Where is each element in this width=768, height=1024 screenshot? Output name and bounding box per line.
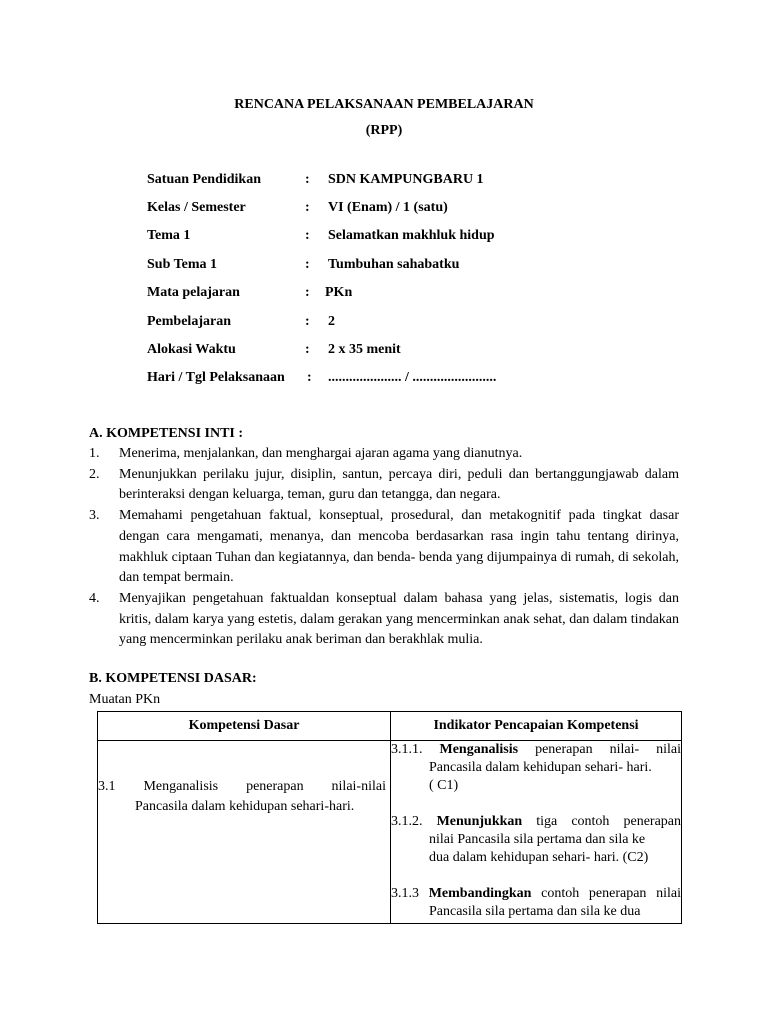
identity-value: Selamatkan makhluk hidup <box>328 228 495 243</box>
indicator-text: tiga contoh penerapan <box>536 814 682 829</box>
list-item <box>89 506 679 589</box>
indicator-text: penerapan nilai- nilai <box>535 742 682 757</box>
document-title: RENCANA PELAKSANAAN PEMBELAJARAN <box>234 97 534 112</box>
identity-value: 2 <box>328 314 335 329</box>
identity-colon: : <box>305 172 310 187</box>
identity-value: ..................... / ........................ <box>328 370 497 385</box>
identity-value: 2 x 35 menit <box>328 342 401 357</box>
identity-label: Tema 1 <box>147 228 191 243</box>
indicator-line: dua dalam kehidupan sehari- hari. (C2) <box>429 850 649 865</box>
indicator-item <box>391 813 681 867</box>
identity-label: Mata pelajaran <box>147 285 240 300</box>
indicator-item <box>391 885 681 921</box>
identity-label: Kelas / Semester <box>147 200 246 215</box>
section-b-heading: B. KOMPETENSI DASAR: <box>89 671 257 686</box>
kd-word: Menganalisis <box>143 779 219 794</box>
table-header-kd: Kompetensi Dasar <box>98 712 391 741</box>
list-item <box>89 589 679 651</box>
identity-value: VI (Enam) / 1 (satu) <box>328 200 448 215</box>
identity-value: PKn <box>325 285 353 300</box>
identity-colon: : <box>307 370 312 385</box>
list-item-text: Menunjukkan perilaku jujur, disiplin, santun, percaya diri, peduli dan bertanggungjawab dalam berinteraksi dengan keluarga, teman, guru dan tetangga, dan negara. <box>119 466 679 503</box>
table-row <box>98 741 682 924</box>
list-item-number: 2. <box>89 466 100 482</box>
identity-label: Alokasi Waktu <box>147 342 236 357</box>
kompetensi-dasar-table <box>97 711 682 924</box>
identity-label: Satuan Pendidikan <box>147 172 261 187</box>
indicator-item <box>391 741 681 795</box>
list-item-number: 3. <box>89 508 100 524</box>
muatan-label: Muatan PKn <box>89 692 161 707</box>
identity-colon: : <box>305 228 310 243</box>
identity-label: Hari / Tgl Pelaksanaan <box>147 370 285 385</box>
kompetensi-inti-list <box>89 444 679 651</box>
indicator-line: Pancasila dalam kehidupan sehari- hari. <box>429 760 652 775</box>
indicator-verb: Membandingkan <box>428 886 532 901</box>
indicator-code: 3.1.3 <box>391 886 419 901</box>
kd-cell <box>98 741 391 924</box>
list-item-text: Menyajikan pengetahuan faktualdan konseptual dalam bahasa yang jelas, sistematis, logis dan kritis, dalam karya yang estetis, dalam gerakan yang mencerminkan anak sehat, dan dalam tindakan yang mencerminkan perilaku anak beriman dan berakhlak mulia. <box>119 590 679 648</box>
table-header-row <box>98 712 682 741</box>
identity-value: Tumbuhan sahabatku <box>328 257 460 272</box>
indicator-code: 3.1.1. <box>391 742 423 757</box>
list-item-number: 4. <box>89 590 100 606</box>
document-subtitle: (RPP) <box>365 123 403 138</box>
identity-colon: : <box>305 200 310 215</box>
table-header-indicator: Indikator Pencapaian Kompetensi <box>391 712 682 741</box>
identity-colon: : <box>305 342 310 357</box>
list-item-text: Memahami pengetahuan faktual, konseptual, prosedural, dan metakognitif pada tingkat dasar dengan cara mengamati, menanya, dan mencoba berdasarkan rasa ingin tahu tentang dirinya, makhluk ciptaan Tuhan dan kegiatannya, dan benda- benda yang dijumpainya di rumah, di sekolah, dan tempat bermain. <box>119 508 679 586</box>
indicator-verb: Menganalisis <box>439 742 519 757</box>
list-item-number: 1. <box>89 446 100 461</box>
identity-colon: : <box>305 314 310 329</box>
kd-text-line: Pancasila dalam kehidupan sehari-hari. <box>135 799 355 814</box>
identity-label: Pembelajaran <box>147 314 231 329</box>
indicator-line: ( C1) <box>429 778 459 793</box>
indicator-code: 3.1.2. <box>391 814 423 829</box>
identity-colon: : <box>305 285 310 300</box>
list-item <box>89 444 679 465</box>
identity-label: Sub Tema 1 <box>147 257 218 272</box>
section-a-heading: A. KOMPETENSI INTI : <box>89 426 244 441</box>
indicator-cell <box>391 741 682 924</box>
indicator-text: contoh penerapan nilai <box>541 886 682 901</box>
indicator-line: Pancasila sila pertama dan sila ke dua <box>429 904 641 919</box>
kd-word: nilai-nilai <box>331 779 386 794</box>
identity-colon: : <box>305 257 310 272</box>
list-item <box>89 465 679 506</box>
indicator-verb: Menunjukkan <box>436 814 523 829</box>
kd-word: penerapan <box>246 779 304 794</box>
identity-value: SDN KAMPUNGBARU 1 <box>328 172 484 187</box>
indicator-line: nilai Pancasila sila pertama dan sila ke <box>429 832 646 847</box>
kd-code: 3.1 <box>98 779 116 794</box>
list-item-text: Menerima, menjalankan, dan menghargai ajaran agama yang dianutnya. <box>119 446 523 461</box>
